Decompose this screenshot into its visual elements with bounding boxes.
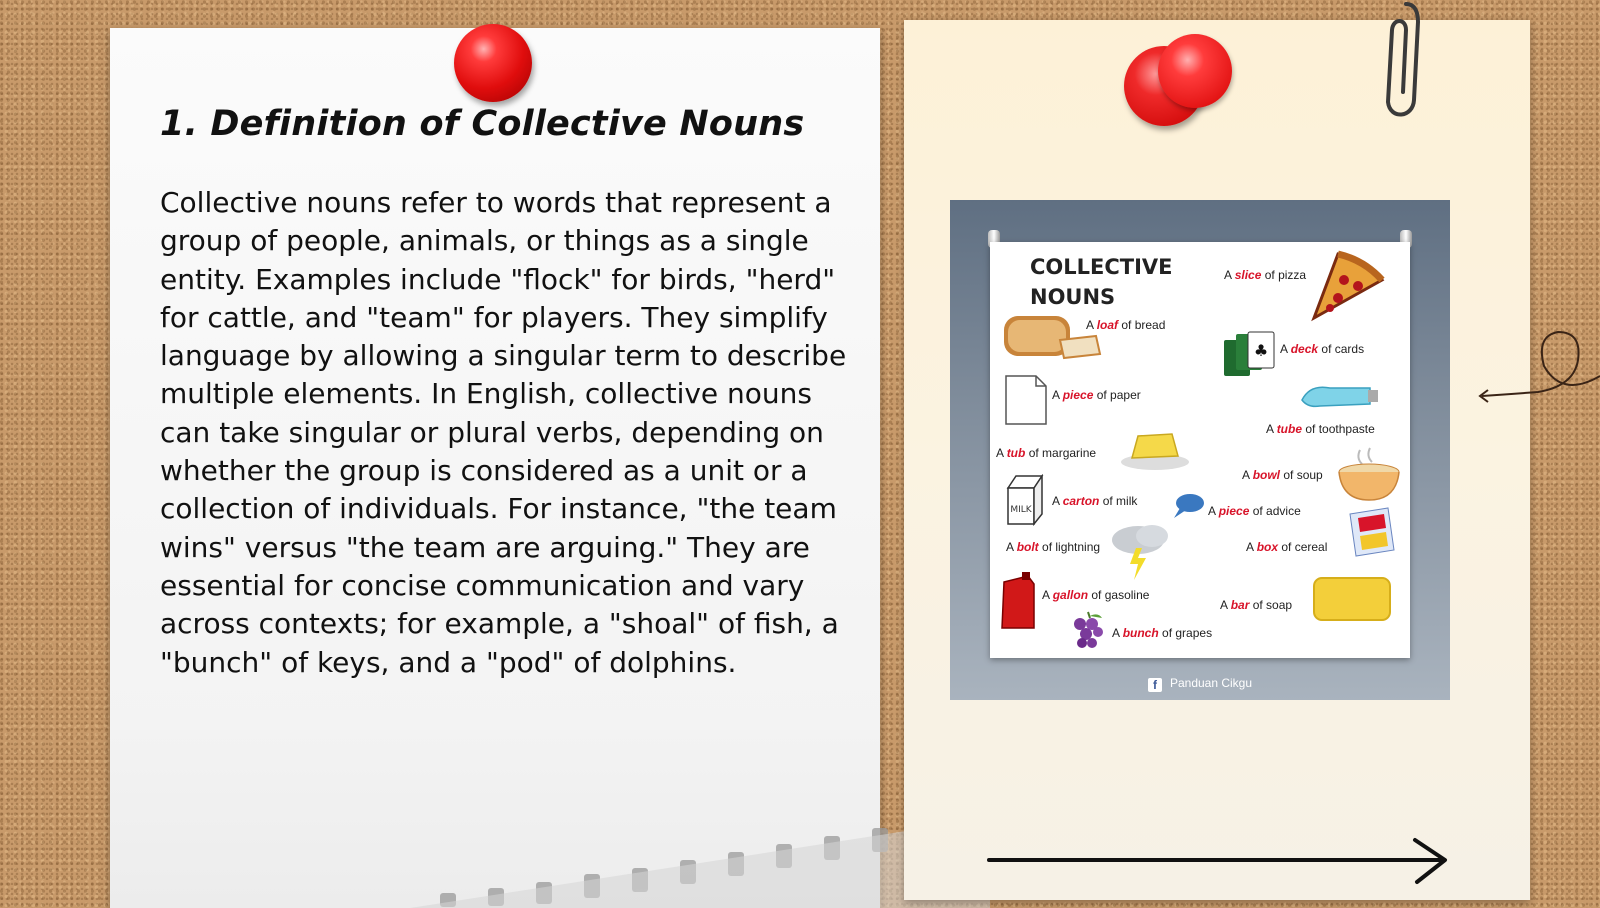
toothpaste-icon xyxy=(1300,380,1382,410)
poster-footer xyxy=(950,676,1450,692)
soap-bar-icon xyxy=(1312,576,1392,622)
facebook-icon: f xyxy=(1148,678,1162,692)
list-item: A box of cereal xyxy=(1246,540,1328,554)
butter-icon xyxy=(1118,428,1192,472)
list-item: A deck of cards xyxy=(1280,342,1365,356)
cards-icon xyxy=(1222,330,1276,380)
milk-carton-icon xyxy=(1002,474,1048,526)
list-item: A gallon of gasoline xyxy=(1042,588,1150,602)
soup-bowl-icon xyxy=(1336,446,1402,504)
list-item: A tube of toothpaste xyxy=(1266,422,1375,436)
pizza-icon xyxy=(1308,246,1388,322)
arrow-right-icon xyxy=(985,836,1455,886)
poster-card xyxy=(990,242,1410,658)
list-item: A loaf of bread xyxy=(1086,318,1166,332)
lightning-cloud-icon xyxy=(1108,522,1172,582)
list-item: A bowl of soup xyxy=(1242,468,1323,482)
list-item: A carton of milk xyxy=(1052,494,1138,508)
list-item: A bunch of grapes xyxy=(1112,626,1213,640)
section-heading: 1. Definition of Collective Nouns xyxy=(160,104,805,144)
list-item: A piece of paper xyxy=(1052,388,1141,402)
curly-arrow-icon xyxy=(1478,312,1600,412)
pushpin-icon xyxy=(454,24,532,102)
grapes-icon xyxy=(1068,610,1108,652)
gas-can-icon xyxy=(998,572,1038,632)
svg-text:♣: ♣ xyxy=(1253,341,1269,360)
poster-title: COLLECTIVE NOUNS xyxy=(1030,255,1173,309)
speech-bubble-icon xyxy=(1170,492,1206,520)
paper-icon xyxy=(1004,374,1048,426)
definition-paragraph: Collective nouns refer to words that represent a group of people, animals, or things as a single entity. Examples include "flock" for birds, "herd" for cattle, and "team" for players. They simplify language by allowing a singular term to describe multiple elements. In English, collective nouns can take singular or plural verbs, depending on whether the group is considered as a unit or a collection of individuals. For instance, "the team wins" versus "the team are arguing." They are essential for concise communication and vary across contexts; for example, a "shoal" of fish, a "bunch" of keys, and a "pod" of dolphins. xyxy=(160,186,847,679)
torn-paper-edge xyxy=(410,798,990,908)
list-item: A bar of soap xyxy=(1220,598,1293,612)
list-item: A tub of margarine xyxy=(996,446,1097,460)
svg-text:MILK: MILK xyxy=(1010,505,1032,515)
pushpin-icon xyxy=(1158,34,1232,108)
collective-nouns-poster xyxy=(950,200,1450,700)
list-item: A piece of advice xyxy=(1208,504,1301,518)
list-item: A bolt of lightning xyxy=(1006,540,1101,554)
poster-credit: Panduan Cikgu xyxy=(1169,676,1253,690)
list-item: A slice of pizza xyxy=(1224,268,1307,282)
cereal-box-icon xyxy=(1348,506,1398,558)
paperclip-icon xyxy=(1376,0,1422,130)
